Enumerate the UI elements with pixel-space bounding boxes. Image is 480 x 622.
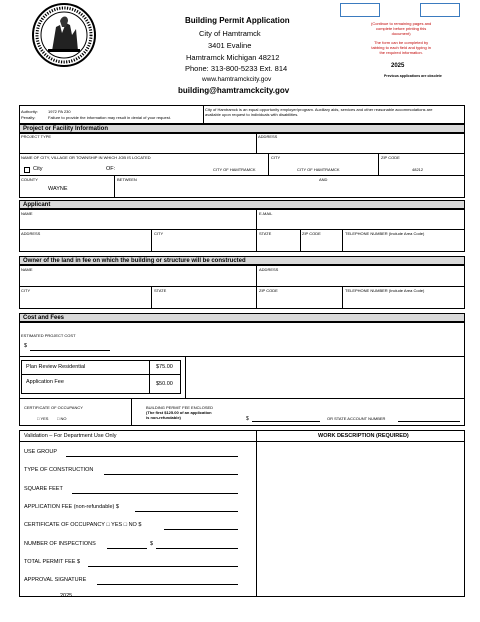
applicant-address-label: ADDRESS (21, 231, 41, 236)
and-label: AND (319, 177, 328, 182)
project-type-input[interactable] (21, 140, 253, 152)
project-section-header: Project or Facility Information (19, 124, 465, 133)
work-description-header: WORK DESCRIPTION (REQUIRED) (318, 433, 409, 439)
inspections-label: NUMBER OF INSPECTIONS (24, 541, 96, 547)
total-fee-input[interactable] (88, 566, 238, 567)
owner-phone-label: TELEPHONE NUMBER (Include Area Code) (345, 288, 425, 293)
permit-fee-dollar: $ (246, 416, 249, 422)
estimated-cost-input[interactable] (30, 350, 110, 351)
project-zip-label: ZIP CODE (381, 155, 400, 160)
estimated-cost-dollar: $ (24, 343, 28, 349)
website-link[interactable]: www.hamtramckcity.gov (202, 76, 272, 83)
county-label: COUNTY (21, 177, 38, 182)
applicant-email-input[interactable] (258, 217, 462, 228)
estimated-cost-label: ESTIMATED PROJECT COST (21, 333, 76, 338)
obsolete-note: Previous applications are obsolete (384, 74, 442, 78)
approval-signature-input[interactable] (97, 584, 238, 585)
validation-co-input[interactable] (164, 529, 238, 530)
co-label: CERTIFICATE OF OCCUPANCY (24, 405, 83, 410)
county-value[interactable]: WAYNE (48, 186, 68, 192)
use-group-input[interactable] (66, 456, 238, 457)
project-city-value[interactable]: CITY OF HAMTRAMCK (297, 167, 340, 172)
applicant-name-input[interactable] (21, 217, 253, 228)
city-checkbox-label: City (33, 166, 43, 172)
owner-city-label: CITY (21, 288, 31, 293)
reset-button[interactable] (420, 3, 460, 17)
owner-section-header: Owner of the land in fee on which the building or structure will be constructed (19, 256, 465, 265)
state-account-label: OR STATE ACCOUNT NUMBER (327, 416, 386, 421)
owner-zip-label: ZIP CODE (259, 288, 278, 293)
applicant-zip-label: ZIP CODE (302, 231, 321, 236)
authority-value: 1972 PA 230 (48, 109, 71, 114)
square-feet-input[interactable] (72, 493, 238, 494)
project-city-label: CITY (271, 155, 281, 160)
project-type-label: PROJECT TYPE (21, 134, 52, 139)
validation-application-fee-input[interactable] (135, 511, 238, 512)
co-yes-option[interactable]: □ YES (37, 416, 49, 421)
permit-fee-note-2: is non-refundable) (146, 415, 181, 420)
project-zip-value[interactable]: 48212 (412, 167, 424, 172)
project-address-input[interactable] (258, 140, 462, 152)
applicant-section-header: Applicant (19, 200, 465, 209)
inspections-count-input[interactable] (107, 548, 147, 549)
footer-year: 2025 (60, 593, 73, 599)
validation-header: Validation – For Department Use Only (24, 433, 117, 439)
permit-fee-enclosed-label: BUILDING PERMIT FEE ENCLOSED (146, 405, 214, 410)
city-checkbox[interactable] (24, 167, 30, 173)
owner-name-label: NAME (21, 267, 33, 272)
owner-section (19, 265, 465, 309)
email-link[interactable]: building@hamtramckcity.gov (178, 86, 290, 95)
permit-fee-note-1: (The first $125.00 of an application (146, 410, 212, 415)
construction-type-input[interactable] (104, 474, 238, 475)
form-title: Building Permit Application (185, 16, 290, 25)
inspections-dollar: $ (150, 541, 154, 547)
cost-section-header: Cost and Fees (19, 313, 465, 322)
applicant-name-label: NAME (21, 211, 33, 216)
permit-fee-input[interactable] (252, 421, 320, 422)
validation-application-fee-label: APPLICATION FEE (non-refundable) $ (24, 504, 119, 510)
approval-signature-label: APPROVAL SIGNATURE (24, 577, 87, 583)
owner-address-label: ADDRESS (259, 267, 279, 272)
between-label: BETWEEN (117, 177, 137, 182)
applicant-email-label: E-MAIL (259, 211, 273, 216)
penalty-value: Failure to provide the information may result in denial of your request. (48, 115, 171, 120)
plan-review-fee: $75.00 (156, 364, 173, 370)
authority-label: Authority: (21, 109, 38, 114)
print-button[interactable] (340, 3, 380, 17)
state-account-input[interactable] (398, 421, 460, 422)
use-group-label: USE GROUP (24, 449, 58, 455)
project-address-label: ADDRESS (258, 134, 278, 139)
application-fee-label: Application Fee (26, 379, 64, 385)
street-address: 3401 Evaline (208, 41, 252, 50)
applicant-phone-label: TELEPHONE NUMBER (Include Area Code) (345, 231, 425, 236)
inspections-fee-input[interactable] (156, 548, 238, 549)
plan-review-label: Plan Review Residential (26, 364, 86, 370)
application-fee-value: $50.00 (156, 381, 173, 387)
instructions-note: (Continue to remaining pages and complete before printing this document) The form can be completed by tabbing to each field and typing in the required information. (371, 21, 432, 55)
eoe-statement: City of Hamtramck is an equal opportunity employer/program. Auxiliary aids, services and other reasonable accommodations are available upon request to individuals with disabilities. (205, 107, 433, 117)
phone-number: Phone: 313-800-5233 Ext. 814 (185, 64, 288, 73)
job-location-label: NAME OF CITY, VILLAGE OR TOWNSHIP IN WHICH JOB IS LOCATED (21, 155, 151, 160)
applicant-city-label: CITY (154, 231, 164, 236)
penalty-label: Penalty: (21, 115, 36, 120)
work-description-input[interactable] (259, 444, 462, 594)
of-label: OF: (106, 166, 116, 172)
city-state-zip: Hamtramck Michigan 48212 (186, 53, 280, 62)
city-name: City of Hamtramck (199, 29, 261, 38)
construction-type-label: TYPE OF CONSTRUCTION (24, 467, 94, 473)
square-feet-label: SQUARE FEET (24, 486, 63, 492)
applicant-state-label: STATE (259, 231, 272, 236)
validation-co-label: CERTIFICATE OF OCCUPANCY □ YES □ NO $ (24, 522, 142, 528)
owner-state-label: STATE (154, 288, 167, 293)
co-no-option[interactable]: □ NO (57, 416, 67, 421)
total-fee-label: TOTAL PERMIT FEE $ (24, 559, 81, 565)
form-year: 2025 (391, 63, 405, 69)
city-seal (32, 3, 96, 67)
jurisdiction-value[interactable]: CITY OF HAMTRAMCK (213, 167, 256, 172)
